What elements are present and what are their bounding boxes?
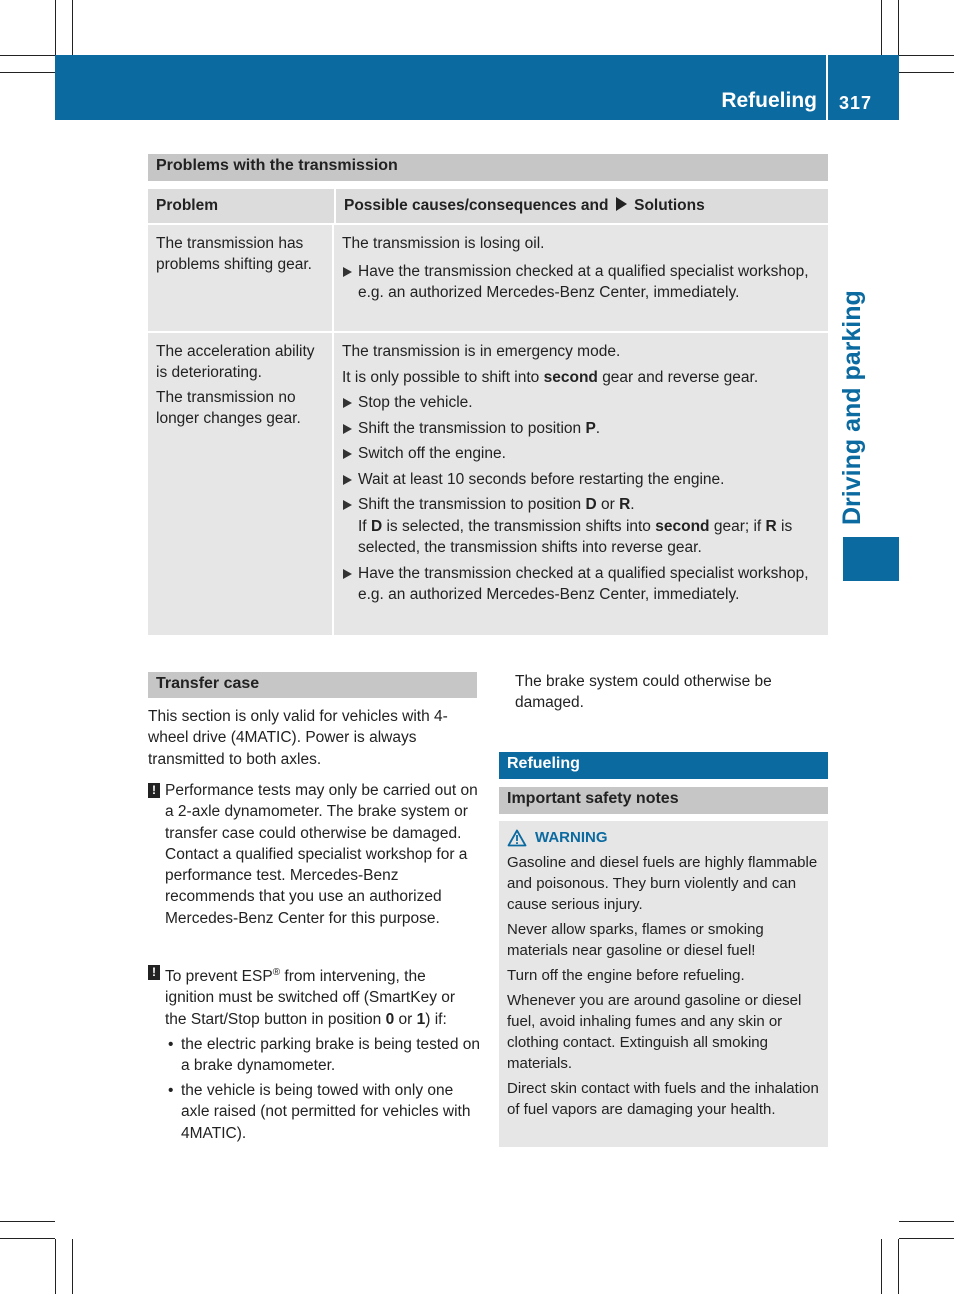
problem-text: The acceleration ability is deteriorating. [156,343,315,381]
problem-text: The transmission no longer changes gear. [156,389,301,427]
side-tab-marker [843,537,899,581]
crop-mark [72,1239,73,1294]
list-item: • the electric parking brake is being tested on a brake dynamometer. [165,1034,480,1077]
warning-triangle-icon [507,829,527,847]
warning-text: Direct skin contact with fuels and the inhalation of fuel vapors are damaging your health. [507,1080,819,1118]
solution-step [342,494,822,559]
text-segment: is selected, the transmission shifts into [386,517,651,535]
crop-mark [55,0,56,55]
warning-text: Gasoline and diesel fuels are highly flammable and poisonous. They burn violently and can cause serious injury. [507,854,818,913]
side-tab-label: Driving and parking [838,290,866,525]
crop-mark [0,55,55,56]
text-segment: Shift the transmission to position [358,419,582,437]
text-bold: second [655,517,710,535]
page-number: 317 [839,93,873,113]
column-header-solutions-label: Solutions [634,197,705,214]
warning-text: Never allow sparks, flames or smoking materials near gasoline or diesel fuel! [507,921,764,959]
solution-cell [334,225,828,331]
solution-step: Wait at least 10 seconds before restarting the engine. [342,469,822,491]
text-segment: gear and reverse gear. [602,368,759,386]
page-header [55,55,899,120]
cause-text: The transmission is in emergency mode. [342,343,621,360]
caution-note [148,962,479,1030]
cause-text: The transmission is losing oil. [342,235,545,252]
section-title-transfer-case: Transfer case [148,672,477,698]
warning-header [507,827,820,848]
solution-step: Stop the vehicle. [342,392,822,414]
solution-step [342,418,822,440]
note-text: Performance tests may only be carried out on a 2-axle dynamometer. The brake system or transfer case could otherwise be damaged. Contact a qualified specialist workshop for a performance test. Mercedes-Benz recommends that you use an authorized Mercedes-Benz Center for this purpose. [165,782,478,927]
text-segment: or [600,496,615,513]
crop-mark [881,1239,882,1294]
text-bold: P [585,419,596,437]
header-divider [826,55,828,120]
crop-mark [0,72,55,73]
crop-mark [898,0,899,55]
header-title: Refueling [721,89,817,112]
crop-mark [72,0,73,55]
warning-text: Turn off the engine before refueling. [507,967,745,984]
cause-text [342,367,822,389]
text-bold: R [619,496,631,513]
text-segment: gear; if [713,517,762,535]
section-title-safety-notes: Important safety notes [499,787,828,814]
column-header-causes [334,189,828,223]
text-bold: 1 [416,1010,426,1028]
transmission-table [148,189,828,635]
text-segment: If [358,517,367,535]
solution-step: Have the transmission checked at a qualified specialist workshop, e.g. an authorized Mercedes-Benz Center, immediately. [342,261,822,304]
registered-mark: ® [272,967,281,978]
exclamation-icon: ! [148,783,160,798]
table-header [148,189,828,223]
crop-mark [899,72,954,73]
solution-step: Switch off the engine. [342,443,822,465]
table-row [148,331,828,635]
table-row [148,223,828,331]
column-header-causes-label: Possible causes/consequences and [344,197,609,214]
text-bold: R [765,517,777,535]
crop-mark [0,1221,55,1222]
exclamation-icon: ! [148,965,160,980]
warning-label: WARNING [535,829,608,846]
crop-mark [899,55,954,56]
problem-cell: The transmission has problems shifting gear. [148,225,334,331]
text-bold: second [543,368,598,386]
solution-cell [334,333,828,635]
caution-note [148,780,479,929]
section-title-transmission: Problems with the transmission [148,154,828,181]
arrow-right-icon [616,197,627,211]
continued-text: The brake system could otherwise be damaged. [515,673,772,712]
crop-mark [55,1239,56,1294]
warning-text: Whenever you are around gasoline or diesel fuel, avoid inhaling fumes and any skin or clothing contact. Extinguish all smoking materials. [507,992,802,1072]
crop-mark [898,1239,899,1294]
text-segment: ) if: [425,1010,447,1028]
text-bold: 0 [385,1010,395,1028]
crop-mark [899,1238,954,1239]
warning-box [499,821,828,1147]
list-item: • the vehicle is being towed with only one axle raised (not permitted for vehicles with 4MATIC). [165,1080,480,1144]
crop-mark [899,1221,954,1222]
crop-mark [881,0,882,55]
text-segment: To prevent ESP [165,968,273,986]
text-segment: It is only possible to shift into [342,368,540,386]
crop-mark [0,1238,55,1239]
text-segment: from intervening, the ignition must be switched off (SmartKey or the Start/Stop button in position [165,968,456,1028]
text-segment: . [630,496,635,513]
problem-cell [148,333,334,635]
text-segment: . [595,419,601,437]
solution-step: Have the transmission checked at a qualified specialist workshop, e.g. an authorized Mercedes-Benz Center, immediately. [342,563,822,606]
text-segment: is selected, the transmission shifts into reverse gear. [358,517,793,556]
text-bold: D [585,496,597,513]
section-title-refueling: Refueling [499,752,828,779]
text-segment: or [398,1010,413,1028]
text-bold: D [370,517,383,535]
transfer-case-intro: This section is only valid for vehicles with 4-wheel drive (4MATIC). Power is always transmitted to both axles. [148,708,448,768]
text-segment: Shift the transmission to position [358,496,582,513]
column-header-problem: Problem [156,197,219,214]
